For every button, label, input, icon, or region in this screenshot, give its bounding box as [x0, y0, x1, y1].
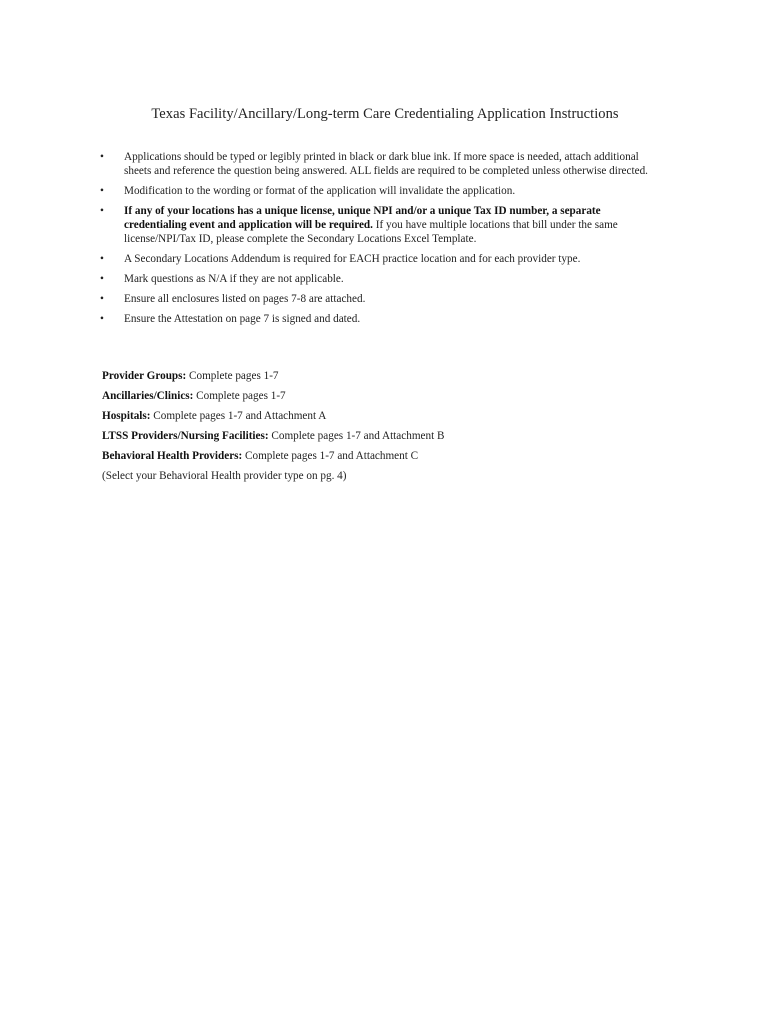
item-text: A Secondary Locations Addendum is required for EACH practice location and for each provider type. [124, 253, 581, 265]
provider-type-list [102, 366, 662, 486]
provider-type-row [102, 446, 662, 466]
provider-type-text: Complete pages 1-7 and Attachment A [150, 410, 327, 422]
provider-type-text: Complete pages 1-7 and Attachment B [268, 430, 445, 442]
list-item [100, 204, 665, 246]
bullet-icon: • [100, 185, 104, 197]
bold-text: If any of your locations has a unique license, unique NPI and/or a unique Tax ID number, a separate credentialing event and application will be required. [124, 205, 601, 231]
bullet-icon: • [100, 151, 104, 163]
provider-type-row [102, 406, 662, 426]
page-title: Texas Facility/Ancillary/Long-term Care Credentialing Application Instructions [151, 106, 619, 122]
list-item [100, 252, 665, 266]
provider-type-text: Complete pages 1-7 and Attachment C [242, 450, 419, 462]
provider-type-row [102, 426, 662, 446]
provider-type-label: Provider Groups: [102, 370, 187, 382]
footnote: (Select your Behavioral Health provider type on pg. 4) [102, 470, 347, 482]
list-item [100, 312, 665, 326]
provider-type-label: Hospitals: [102, 410, 151, 422]
list-item [100, 184, 665, 198]
provider-type-label: LTSS Providers/Nursing Facilities: [102, 430, 269, 442]
instruction-list [100, 150, 665, 332]
list-item [100, 150, 665, 178]
provider-type-row [102, 366, 662, 386]
bullet-icon: • [100, 293, 104, 305]
bullet-icon: • [100, 273, 104, 285]
bullet-icon: • [100, 253, 104, 265]
item-text: Applications should be typed or legibly printed in black or dark blue ink. If more space is needed, attach additional sheets and reference the question being answered. ALL fields are required to be completed unless otherwise directed. [124, 151, 648, 177]
provider-type-label: Ancillaries/Clinics: [102, 390, 194, 402]
provider-type-text: Complete pages 1-7 [186, 370, 279, 382]
item-text: Ensure all enclosures listed on pages 7-8 are attached. [124, 293, 366, 305]
item-text: Modification to the wording or format of the application will invalidate the application. [124, 185, 516, 197]
bullet-icon: • [100, 313, 104, 325]
item-text: Mark questions as N/A if they are not applicable. [124, 273, 344, 285]
item-text: Ensure the Attestation on page 7 is signed and dated. [124, 313, 361, 325]
provider-type-text: Complete pages 1-7 [193, 390, 286, 402]
item-text: If you have multiple locations that bill under the same license/NPI/Tax ID, please complete the Secondary Locations Excel Template. [124, 219, 618, 245]
list-item [100, 272, 665, 286]
provider-type-row [102, 386, 662, 406]
bullet-icon: • [100, 205, 104, 217]
provider-type-label: Behavioral Health Providers: [102, 450, 243, 462]
list-item [100, 292, 665, 306]
